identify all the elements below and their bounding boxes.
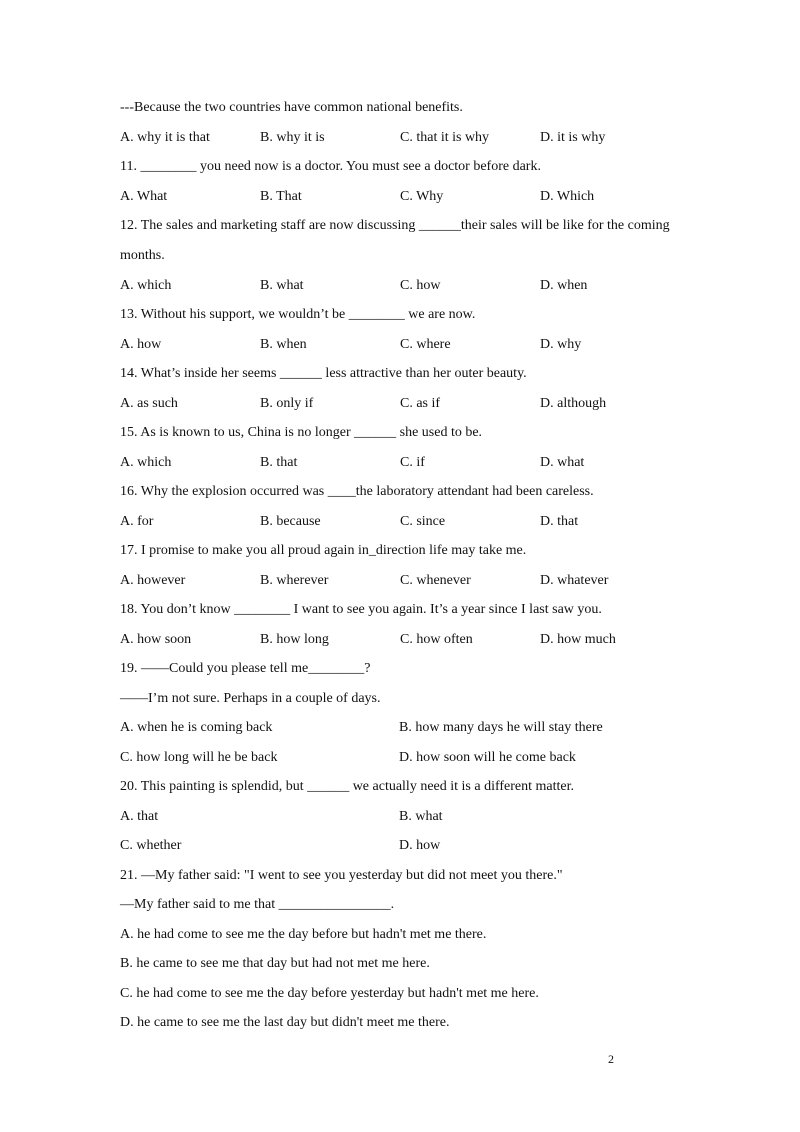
option-c: C. where <box>400 336 451 352</box>
option-a: A. when he is coming back <box>120 720 273 735</box>
question-14-options <box>120 389 690 419</box>
question-15-options <box>120 448 690 478</box>
option-c: C. whether <box>120 838 182 853</box>
option-d: D. although <box>540 395 607 411</box>
option-d: D. why <box>540 336 582 352</box>
option-b: B. wherever <box>260 572 329 588</box>
option-b: B. what <box>260 277 304 293</box>
question-20: 20. This painting is splendid, but ______ we actually need it is a different matter. <box>120 779 575 794</box>
question-14: 14. What’s inside her seems ______ less attractive than her outer beauty. <box>120 366 527 381</box>
option-d: D. how <box>399 838 441 853</box>
option-c: C. whenever <box>400 572 471 588</box>
option-d: D. Which <box>540 188 595 204</box>
option-c: C. Why <box>400 188 444 204</box>
option-d: D. when <box>540 277 588 293</box>
question-16: 16. Why the explosion occurred was ____the laboratory attendant had been careless. <box>120 484 594 499</box>
question-16-options <box>120 507 690 537</box>
option-c: C. how <box>400 277 441 293</box>
option-b: B. That <box>260 188 302 204</box>
option-d: D. how soon will he come back <box>399 749 576 765</box>
question-13: 13. Without his support, we wouldn’t be ________ we are now. <box>120 307 476 322</box>
option-d: D. he came to see me the last day but didn't meet me there. <box>120 1015 450 1030</box>
question-12: 12. The sales and marketing staff are now discussing ______their sales will be like for the coming <box>120 218 670 233</box>
question-12-continued: months. <box>120 247 165 263</box>
option-a: A. how soon <box>120 631 192 647</box>
option-b: B. he came to see me that day but had not met me here. <box>120 956 430 971</box>
option-a: A. however <box>120 572 186 588</box>
question-18: 18. You don’t know ________ I want to see you again. It’s a year since I last saw you. <box>120 602 602 617</box>
option-b: B. why it is <box>260 129 325 145</box>
option-a: A. why it is that <box>120 129 210 145</box>
option-a: A. he had come to see me the day before but hadn't met me there. <box>120 926 487 942</box>
option-b: B. because <box>260 513 321 529</box>
question-12-options <box>120 271 690 301</box>
option-d: D. whatever <box>540 572 609 588</box>
option-b: B. only if <box>260 395 314 411</box>
question-19-options-ab <box>120 713 690 743</box>
option-a: A. that <box>120 808 159 824</box>
question-11: 11. ________ you need now is a doctor. You must see a doctor before dark. <box>120 159 541 174</box>
question-19-options-cd <box>120 743 690 773</box>
option-d: D. how much <box>540 631 616 647</box>
option-d: D. it is why <box>540 129 606 145</box>
option-c: C. how long will he be back <box>120 749 278 765</box>
option-c: C. how often <box>400 631 473 647</box>
option-b: B. when <box>260 336 307 352</box>
option-a: A. which <box>120 454 172 470</box>
question-21-reply: —My father said to me that ________________. <box>120 897 395 912</box>
option-a: A. for <box>120 513 154 529</box>
option-b: B. how many days he will stay there <box>399 720 603 735</box>
question-13-options <box>120 330 690 360</box>
option-c: C. he had come to see me the day before yesterday but hadn't met me here. <box>120 985 539 1001</box>
option-b: B. what <box>399 808 443 824</box>
question-20-options-ab <box>120 802 690 832</box>
intro-line: ---Because the two countries have common national benefits. <box>120 100 463 115</box>
question-list <box>120 93 690 1038</box>
option-c: C. that it is why <box>400 129 490 145</box>
option-a: A. how <box>120 336 162 352</box>
intro-options <box>120 123 690 153</box>
option-a: A. which <box>120 277 172 293</box>
question-20-options-cd <box>120 831 690 861</box>
option-c: C. since <box>400 513 446 529</box>
option-a: A. as such <box>120 395 178 411</box>
question-19: 19. ——Could you please tell me________? <box>120 661 371 676</box>
question-15: 15. As is known to us, China is no longer ______ she used to be. <box>120 425 483 440</box>
option-c: C. as if <box>400 395 441 411</box>
option-b: B. that <box>260 454 298 470</box>
question-11-options <box>120 182 690 212</box>
question-21: 21. —My father said: "I went to see you yesterday but did not meet you there." <box>120 867 563 883</box>
option-c: C. if <box>400 454 425 470</box>
question-17: 17. I promise to make you all proud again in_direction life may take me. <box>120 543 527 558</box>
option-a: A. What <box>120 188 168 204</box>
question-17-options <box>120 566 690 596</box>
option-d: D. what <box>540 454 585 470</box>
page-number: 2 <box>608 1052 614 1066</box>
option-d: D. that <box>540 513 579 529</box>
question-19-reply: ——I’m not sure. Perhaps in a couple of days. <box>120 690 381 706</box>
option-b: B. how long <box>260 631 329 647</box>
question-18-options <box>120 625 690 655</box>
